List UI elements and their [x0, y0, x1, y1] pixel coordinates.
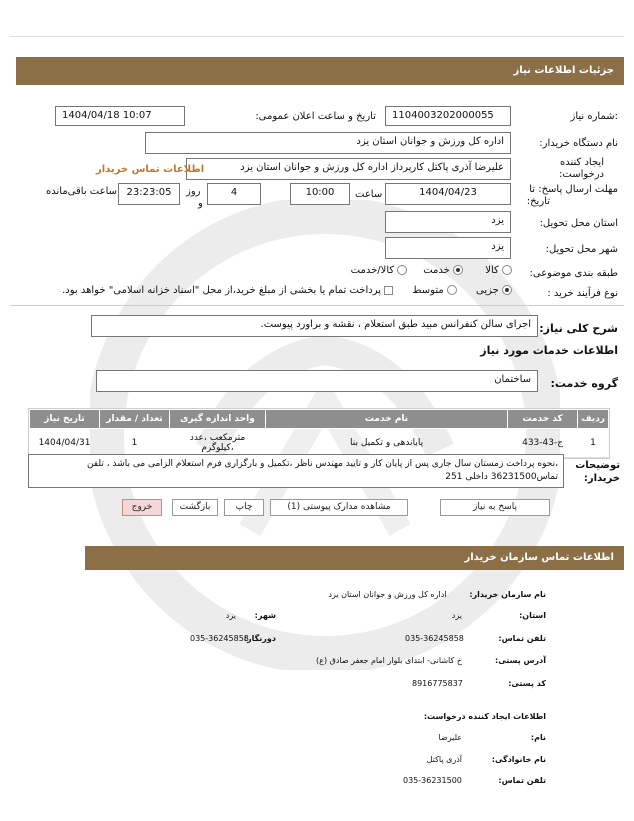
contact-postal-value: 8916775837: [412, 679, 463, 688]
contact-org-row: [328, 590, 546, 599]
table-cell: ج-43-433: [508, 429, 578, 458]
purchase-type-label: نوع فرآیند خرید :: [547, 288, 618, 299]
services-info-title: اطلاعات خدمات مورد نیاز: [480, 344, 618, 357]
category-option-goods[interactable]: کالا: [485, 265, 512, 276]
category-option-goods-service[interactable]: کالا/خدمت: [351, 265, 408, 276]
contact-org-label: نام سازمان خریدار:: [469, 590, 546, 599]
services-table-wrap: [28, 408, 610, 459]
remaining-time-field: 23:23:05: [118, 183, 180, 205]
contact-city-value: یزد: [225, 611, 236, 620]
city-label: شهر محل تحویل:: [545, 244, 618, 255]
treasury-checkbox[interactable]: پرداخت تمام یا بخشی از مبلغ خرید،از محل "اسناد خزانه اسلامی" خواهد بود.: [62, 285, 393, 296]
table-header: واحد اندازه گیری: [170, 410, 266, 429]
announce-datetime-label: تاریخ و ساعت اعلان عمومی:: [255, 111, 376, 122]
buyer-contact-link[interactable]: اطلاعات تماس خریدار: [96, 164, 205, 175]
attachments-button[interactable]: مشاهده مدارک پیوستی (1): [270, 499, 408, 516]
section-divider: [10, 305, 624, 306]
table-header: تاریخ نیاز: [30, 410, 100, 429]
radio-selected-icon: [502, 285, 512, 295]
table-cell: مترمکعب ،عدد ،کیلوگرم: [170, 429, 266, 458]
contact-postal-label: کد پستی:: [508, 679, 546, 688]
category-radio-group: [351, 265, 512, 276]
purchase-radio-group: [62, 285, 512, 296]
day-label: روز: [186, 186, 201, 197]
contact-fax-label: دورنگار:: [243, 634, 276, 643]
page-header-title: جزئیات اطلاعات نیاز: [513, 65, 614, 76]
contact-org-value: اداره کل ورزش و جوانان استان یزد: [328, 590, 447, 599]
radio-icon: [447, 285, 457, 295]
service-group-label: گروه خدمت:: [550, 377, 618, 390]
creator-phone-label: تلفن تماس:: [498, 776, 546, 785]
contact-city-label: شهر:: [254, 611, 276, 620]
category-option-service[interactable]: خدمت: [423, 265, 463, 276]
table-header: نام خدمت: [266, 410, 508, 429]
and-label: و: [198, 198, 203, 209]
table-header: کد خدمت: [508, 410, 578, 429]
contact-fax-value: 035-36245858: [190, 634, 249, 643]
requester-label-2: درخواست:: [559, 169, 604, 180]
requester-label-1: ایجاد کننده: [560, 157, 604, 168]
days-field: 4: [207, 183, 261, 205]
category-label: طبقه بندی موضوعی:: [529, 268, 618, 279]
contact-header: [85, 546, 624, 570]
table-header: ردیف: [578, 410, 609, 429]
table-header: تعداد / مقدار: [100, 410, 170, 429]
remaining-time-label: ساعت باقی‌مانده: [46, 186, 118, 197]
contact-province-label: استان:: [519, 611, 546, 620]
summary-label: شرح کلی نیاز:: [539, 322, 618, 335]
contact-address-label: آدرس پستی:: [495, 656, 546, 665]
table-cell: پایاندهی و تکمیل بنا: [266, 429, 508, 458]
purchase-option-minor[interactable]: جزیی: [476, 285, 512, 296]
requester-field: علیرضا آذری پاکتل کارپرداز اداره کل ورزش و جوانان استان یزد: [186, 158, 511, 180]
deadline-label-2: تاریخ:: [526, 196, 550, 207]
services-table: [29, 409, 609, 458]
radio-icon: [397, 265, 407, 275]
province-label: استان محل تحویل:: [539, 218, 618, 229]
contact-phone-label: تلفن تماس:: [498, 634, 546, 643]
summary-field: اجرای سالن کنفرانس مبید طبق استعلام ، نقشه و براورد پیوست.: [91, 315, 538, 337]
buyer-org-field: اداره کل ورزش و جوانان استان یزد: [145, 132, 511, 154]
contact-province-value: یزد: [451, 611, 462, 620]
creator-last-name-label: نام خانوادگی:: [491, 755, 546, 764]
deadline-time-field: 10:00: [290, 183, 350, 205]
contact-phone-value: 035-36245858: [405, 634, 464, 643]
province-field: یزد: [385, 211, 511, 233]
contact-address-value: خ کاشانی- ابتدای بلوار امام جعفر صادق (ع): [316, 656, 462, 665]
page-header: [16, 57, 624, 85]
creator-last-name-value: آذری پاکتل: [426, 755, 462, 764]
notes-label-1: توضیحات: [575, 460, 620, 471]
notes-field: ،نحوه پرداخت زمستان سال جاری پس از پایان کار و تایید مهندس ناظر ،تکمیل و بارگزاری فرم استعلام الزامی می باشد ، تلفن تماس36231500 داخلی 251: [28, 454, 564, 488]
radio-selected-icon: [453, 265, 463, 275]
city-field: یزد: [385, 237, 511, 259]
deadline-date-field: 1404/04/23: [385, 183, 511, 205]
need-number-field: 1104003202000055: [385, 106, 511, 126]
need-number-label: شماره نیاز:: [570, 111, 618, 122]
creator-phone-value: 035-36231500: [403, 776, 462, 785]
contact-header-title: اطلاعات تماس سازمان خریدار: [464, 552, 614, 563]
table-cell: 1: [578, 429, 609, 458]
top-divider: [10, 36, 624, 37]
deadline-time-label: ساعت: [355, 189, 383, 200]
reply-button[interactable]: پاسخ به نیاز: [440, 499, 550, 516]
table-cell: 1404/04/31: [30, 429, 100, 458]
creator-first-name-value: علیرضا: [438, 733, 462, 742]
back-button[interactable]: بازگشت: [172, 499, 218, 516]
creator-title: اطلاعات ایجاد کننده درخواست:: [423, 712, 546, 721]
exit-button[interactable]: خروج: [122, 499, 162, 516]
print-button[interactable]: چاپ: [224, 499, 264, 516]
purchase-option-medium[interactable]: متوسط: [412, 285, 457, 296]
table-header-row: [30, 410, 609, 429]
checkbox-icon: [384, 286, 393, 295]
radio-icon: [502, 265, 512, 275]
buyer-org-label: نام دستگاه خریدار:: [539, 138, 618, 149]
creator-first-name-label: نام:: [530, 733, 546, 742]
notes-label-2: خریدار:: [583, 473, 620, 484]
table-cell: 1: [100, 429, 170, 458]
deadline-label-1: مهلت ارسال پاسخ: تا: [529, 184, 618, 195]
announce-datetime-field: 1404/04/18 10:07: [55, 106, 185, 126]
service-group-field: ساختمان: [96, 370, 538, 392]
